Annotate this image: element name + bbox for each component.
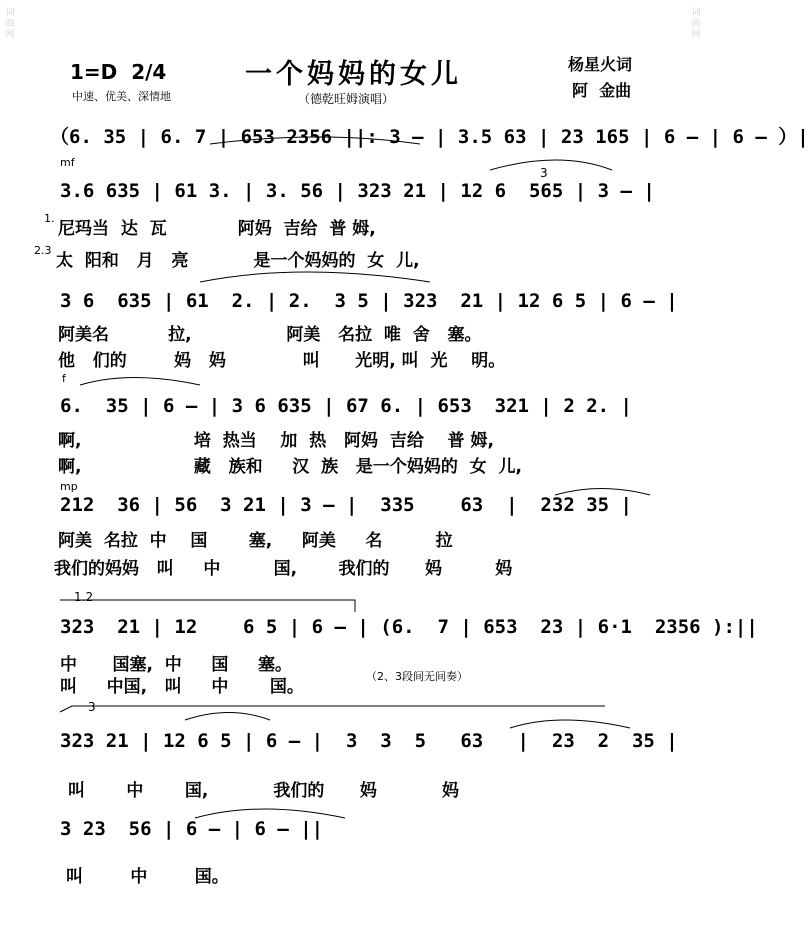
ending-bracket-3 [60,706,605,712]
verse-number-23: 2.3 [34,244,52,257]
watermark-text: 词曲网 [5,8,15,40]
slur-mark [200,272,430,282]
lyricist-credit: 杨星火词 [568,55,633,74]
ending-bracket-label-3: 3 [88,700,96,714]
lyric-line-2a: 尼玛当 达 瓦 阿妈 吉给 普 姆, [58,219,376,239]
score-line-6: 323 21 | 12 6 5 | 6 – | (6. 7 | 653 23 | 6·1 2356 ):|| [60,616,758,638]
slur-mark [185,713,270,721]
lyric-line-4a: 啊, 培 热当 加 热 阿妈 吉给 普 姆, [58,431,494,451]
song-title: 一个妈妈的女儿 [245,59,462,90]
lyric-line-3a: 阿美名 拉, 阿美 名拉 唯 舍 塞。 [58,325,482,345]
score-line-3: 3 6 635 | 61 2. | 2. 3 5 | 323 21 | 12 6 5 | 6 – | [60,290,678,312]
slur-mark [195,809,345,818]
slur-mark [80,378,200,386]
performer-note: （德乾旺姆演唱） [298,92,395,106]
lyric-line-5a: 阿美 名拉 中 国 塞, 阿美 名 拉 [58,531,453,551]
lyric-line-4b: 啊, 藏 族和 汉 族 是一个妈妈的 女 儿, [58,457,522,477]
ending-bracket-label-12: 1.2 [74,590,94,604]
watermark-left [2,0,18,925]
lyric-line-6b: 叫 中国, 叫 中 国。 [60,677,304,697]
score-line-8: 3 23 56 | 6 – | 6 – || [60,818,324,840]
ending-bracket-12 [60,600,355,612]
lyric-line-7: 叫 中 国, 我们的 妈 妈 [68,781,460,801]
dynamic-f: f [62,372,66,385]
score-line-5: 212 36 | 56 3 21 | 3 – | 335 63 | 232 35 | [60,494,632,516]
tempo-marking: 中速、优美、深情地 [72,90,171,103]
score-line-7: 323 21 | 12 6 5 | 6 – | 3 3 5 63 | 23 2 35 | [60,730,678,752]
slur-mark [510,720,630,728]
lyric-line-2b: 太 阳和 月 亮 是一个妈妈的 女 儿, [56,251,420,271]
triplet-mark: 3 [540,166,548,180]
lyric-line-8: 叫 中 国。 [66,867,229,887]
lyric-line-5b: 我们的妈妈 叫 中 国, 我们的 妈 妈 [54,559,513,579]
watermark-text: 词曲网 [691,8,701,40]
slur-mark [490,160,612,170]
lyric-line-3b: 他 们的 妈 妈 叫 光明, 叫 光 明。 [58,351,506,371]
dynamic-mf: mf [60,156,75,169]
composer-credit: 阿 金曲 [572,81,632,100]
interlude-note: （2、3段间无间奏） [366,670,468,683]
score-line-4: 6. 35 | 6 – | 3 6 635 | 67 6. | 653 321 | 2 2. | [60,395,632,417]
dynamic-mp: mp [60,480,78,493]
key-signature: 1=D 2/4 [70,60,167,84]
score-line-2: 3.6 635 | 61 3. | 3. 56 | 323 21 | 12 6 565 | 3 – | [60,180,655,202]
score-line-1: （6. 35 | 6. 7 | 653 2356 ||: 3 – | 3.5 63 | 23 165 | 6 – | 6 – ）| [50,126,809,148]
verse-number-1: 1. [44,212,55,225]
lyric-line-6a: 中 国塞, 中 国 塞。 [60,655,292,675]
